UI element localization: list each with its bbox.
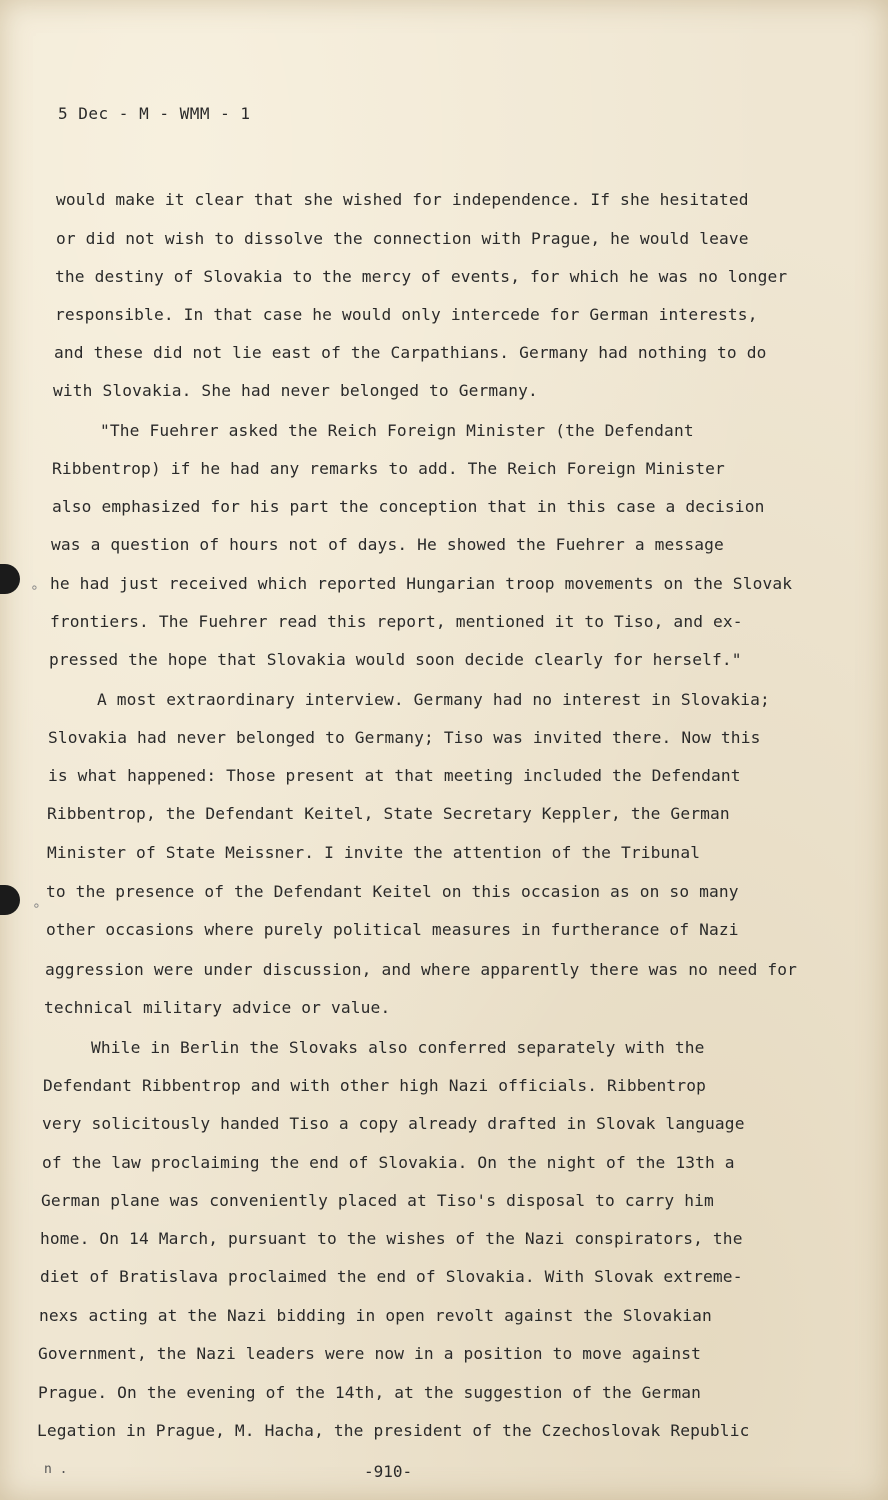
text-line: was a question of hours not of days. He showed the Fuehrer a message	[51, 535, 724, 554]
binding-hole-bottom	[0, 885, 20, 915]
text-line: Defendant Ribbentrop and with other high Nazi officials. Ribbentrop	[43, 1076, 707, 1095]
binding-hole-top	[0, 564, 20, 594]
text-line: nexs acting at the Nazi bidding in open revolt against the Slovakian	[39, 1306, 712, 1325]
text-line: also emphasized for his part the conception that in this case a decision	[52, 497, 765, 516]
pencil-mark-bottom: ∘	[32, 898, 41, 914]
text-line: technical military advice or value.	[44, 998, 391, 1017]
text-line: with Slovakia. She had never belonged to Germany.	[53, 381, 538, 400]
text-line: Slovakia had never belonged to Germany; Tiso was invited there. Now this	[48, 728, 761, 747]
pencil-mark-top: ∘	[30, 580, 39, 596]
text-line: While in Berlin the Slovaks also conferred separately with the	[91, 1038, 705, 1057]
text-line: responsible. In that case he would only intercede for German interests,	[55, 305, 758, 324]
text-line: aggression were under discussion, and where apparently there was no need for	[45, 960, 798, 979]
text-line: Ribbentrop) if he had any remarks to add. The Reich Foreign Minister	[52, 459, 725, 478]
text-line: pressed the hope that Slovakia would soon decide clearly for herself."	[49, 650, 742, 669]
text-line: German plane was conveniently placed at Tiso's disposal to carry him	[41, 1191, 714, 1210]
text-line: or did not wish to dissolve the connection with Prague, he would leave	[56, 229, 749, 248]
text-line: would make it clear that she wished for independence. If she hesitated	[56, 190, 749, 209]
text-line: he had just received which reported Hungarian troop movements on the Slovak	[50, 574, 793, 593]
text-line: Ribbentrop, the Defendant Keitel, State Secretary Keppler, the German	[47, 804, 730, 823]
text-line: A most extraordinary interview. Germany had no interest in Slovakia;	[97, 690, 770, 709]
footer-mark: n .	[44, 1462, 68, 1477]
text-line: the destiny of Slovakia to the mercy of events, for which he was no longer	[55, 267, 788, 286]
text-line: Government, the Nazi leaders were now in a position to move against	[38, 1344, 702, 1363]
text-line: to the presence of the Defendant Keitel on this occasion as on so many	[46, 882, 739, 901]
text-line: home. On 14 March, pursuant to the wishes of the Nazi conspirators, the	[40, 1229, 743, 1248]
text-line: Prague. On the evening of the 14th, at the suggestion of the German	[38, 1383, 702, 1402]
text-line: and these did not lie east of the Carpathians. Germany had nothing to do	[54, 343, 767, 362]
text-line: very solicitously handed Tiso a copy already drafted in Slovak language	[42, 1114, 745, 1133]
text-line: Legation in Prague, M. Hacha, the president of the Czechoslovak Republic	[37, 1421, 750, 1440]
text-line: of the law proclaiming the end of Slovakia. On the night of the 13th a	[42, 1153, 735, 1172]
text-line: Minister of State Meissner. I invite the attention of the Tribunal	[47, 843, 701, 862]
page-header: 5 Dec - M - WMM - 1	[58, 104, 251, 123]
text-line: frontiers. The Fuehrer read this report, mentioned it to Tiso, and ex-	[50, 612, 743, 631]
text-line: other occasions where purely political measures in furtherance of Nazi	[46, 920, 739, 939]
page-number: -910-	[364, 1462, 413, 1481]
text-line: is what happened: Those present at that meeting included the Defendant	[48, 766, 741, 785]
text-line: diet of Bratislava proclaimed the end of Slovakia. With Slovak extreme-	[40, 1267, 743, 1286]
text-line: "The Fuehrer asked the Reich Foreign Minister (the Defendant	[100, 421, 694, 440]
